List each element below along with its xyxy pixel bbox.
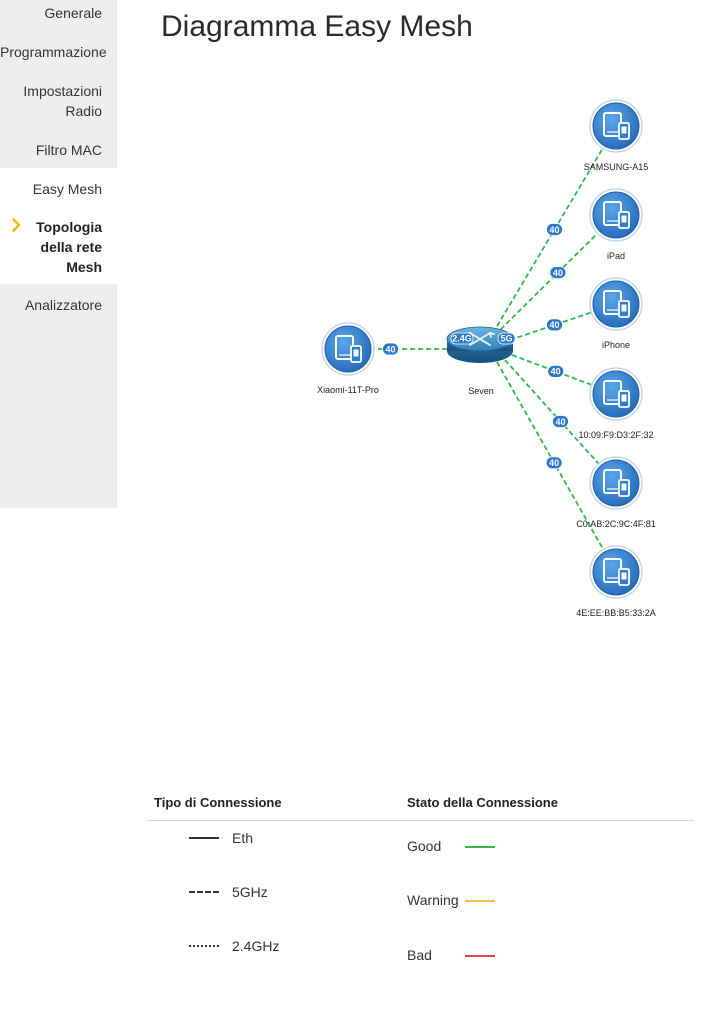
client-node[interactable] — [576, 457, 656, 529]
client-label: Xiaomi-11T-Pro — [317, 385, 379, 395]
legend-divider — [147, 820, 694, 821]
24ghz-line-sample — [189, 945, 219, 947]
client-node[interactable] — [590, 189, 642, 261]
sidebar-item-label: Topologia — [36, 219, 102, 235]
5ghz-line-sample — [189, 891, 219, 893]
link-speed-badge — [547, 224, 563, 236]
client-label: iPad — [606, 251, 626, 261]
link-speed-label: 40 — [550, 366, 561, 377]
legend-type-eth: Eth — [232, 830, 254, 846]
sidebar-item-label: della rete — [40, 239, 102, 255]
link-speed-badge — [550, 267, 566, 279]
legend-type-heading: Tipo di Connessione — [154, 795, 282, 810]
client-label: SAMSUNG-A15 — [583, 162, 649, 172]
warning-line-sample — [465, 900, 495, 902]
sidebar-item-label: Easy Mesh — [32, 181, 102, 197]
link-speed-label: 40 — [549, 320, 560, 331]
client-label: 10:09:F9:D3:2F:32 — [578, 430, 654, 440]
legend-status-warning: Warning — [407, 892, 459, 908]
link-speed-label: 40 — [385, 344, 396, 355]
bad-line-sample — [465, 955, 495, 957]
router-node[interactable] — [447, 327, 515, 396]
legend-status-bad: Bad — [407, 947, 432, 963]
sidebar-item-label: Impostazioni — [23, 83, 102, 99]
link-speed-badge — [547, 319, 563, 331]
legend-type-5ghz: 5GHz — [232, 884, 268, 900]
link-speed-badge — [546, 457, 562, 469]
client-label: iPhone — [601, 340, 631, 350]
sidebar-item-label: Analizzatore — [24, 297, 102, 313]
link-speed-badge — [383, 343, 399, 355]
sidebar-item-label: Mesh — [66, 259, 102, 275]
link-speed-label: 40 — [552, 267, 563, 278]
client-label: C0:AB:2C:9C:4F:81 — [576, 519, 656, 529]
page-title: Diagramma Easy Mesh — [161, 10, 473, 43]
sidebar-item-label: Radio — [65, 103, 102, 119]
sidebar-item-label: Programmazione — [0, 44, 107, 60]
band-label-5g: 5G — [500, 333, 513, 344]
legend-status-good: Good — [407, 838, 442, 854]
band-label-2g: 2.4G — [452, 333, 472, 344]
eth-line-sample — [189, 837, 219, 839]
client-node[interactable] — [584, 100, 649, 172]
link-speed-badge — [548, 365, 564, 377]
client-label: 4E:EE:BB:B5:33:2A — [576, 608, 656, 618]
sidebar-item-label: Filtro MAC — [35, 142, 102, 158]
router-label: Seven — [468, 386, 494, 396]
client-node[interactable] — [590, 278, 642, 350]
good-line-sample — [465, 846, 495, 848]
link-speed-badge — [553, 416, 569, 428]
client-node[interactable] — [317, 323, 379, 395]
client-node[interactable] — [576, 546, 656, 618]
legend-status-heading: Stato della Connessione — [407, 795, 558, 810]
sidebar-item-label: Generale — [44, 5, 102, 21]
link-speed-label: 40 — [555, 416, 566, 427]
link-speed-label: 40 — [549, 458, 560, 469]
link-speed-label: 40 — [549, 224, 560, 235]
client-node[interactable] — [578, 368, 653, 440]
legend-type-24ghz: 2.4GHz — [232, 938, 280, 954]
